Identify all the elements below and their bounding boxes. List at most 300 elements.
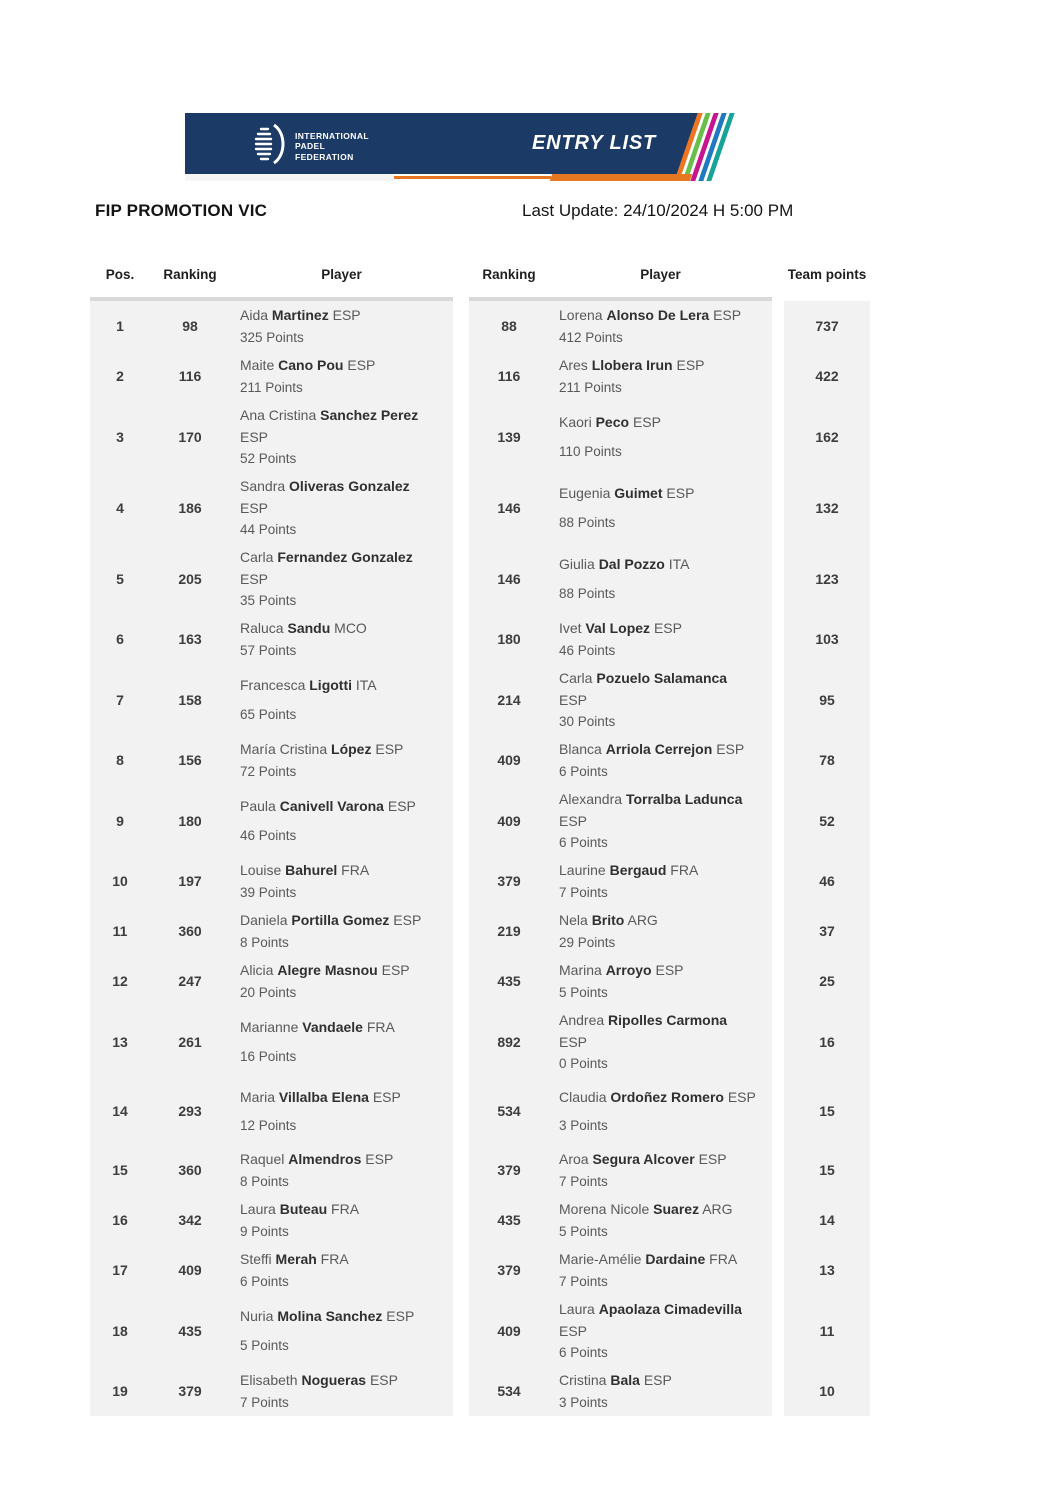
player-2-points: 0 Points bbox=[559, 1056, 608, 1071]
pos-cell: 19 bbox=[90, 1366, 150, 1416]
table-row bbox=[90, 1145, 870, 1195]
player-2-name bbox=[559, 411, 758, 433]
player-1-country: MCO bbox=[334, 620, 367, 637]
row-gutter-2 bbox=[772, 1295, 784, 1366]
player-cell-2 bbox=[549, 735, 772, 785]
team-points-cell: 15 bbox=[784, 1077, 870, 1145]
player-1-country: ESP bbox=[386, 1308, 415, 1325]
player-2-first-name: Marina bbox=[559, 962, 602, 979]
table-row bbox=[90, 543, 870, 614]
player-1-country: ESP bbox=[369, 1372, 398, 1389]
player-2-country: ARG bbox=[627, 912, 658, 929]
player-1-country: FRA bbox=[320, 1251, 349, 1268]
table-row bbox=[90, 1366, 870, 1416]
player-2-name bbox=[559, 354, 758, 376]
team-points-cell: 78 bbox=[784, 735, 870, 785]
player-1-name bbox=[240, 1086, 439, 1108]
ranking-cell-2: 139 bbox=[469, 401, 549, 472]
player-1-last-name: Almendros bbox=[288, 1151, 362, 1168]
player-2-last-name: Bala bbox=[610, 1372, 640, 1389]
pos-cell: 9 bbox=[90, 785, 150, 856]
row-gutter-2 bbox=[772, 1006, 784, 1077]
player-1-name bbox=[240, 304, 439, 326]
player-1-country: ESP bbox=[365, 1151, 394, 1168]
pos-cell: 1 bbox=[90, 301, 150, 351]
player-cell-1 bbox=[230, 543, 453, 614]
player-2-first-name: Cristina bbox=[559, 1372, 607, 1389]
player-1-country: ESP bbox=[381, 962, 410, 979]
player-2-first-name: Ivet bbox=[559, 620, 582, 637]
ranking-cell-2: 379 bbox=[469, 1245, 549, 1295]
player-2-name bbox=[559, 959, 758, 981]
player-1-name bbox=[240, 1148, 439, 1170]
entry-list-banner bbox=[185, 113, 723, 182]
table-row bbox=[90, 785, 870, 856]
row-gutter-1 bbox=[453, 906, 469, 956]
row-gutter-1 bbox=[453, 956, 469, 1006]
player-2-country: ESP bbox=[653, 620, 682, 637]
player-1-first-name: Carla bbox=[240, 549, 274, 565]
row-gutter-1 bbox=[453, 543, 469, 614]
player-2-last-name: Dal Pozzo bbox=[598, 556, 665, 573]
player-cell-1 bbox=[230, 1006, 453, 1077]
table-row bbox=[90, 1295, 870, 1366]
player-1-points: 9 Points bbox=[240, 1223, 289, 1239]
pos-cell: 18 bbox=[90, 1295, 150, 1366]
player-1-country: ESP bbox=[332, 307, 361, 324]
row-gutter-1 bbox=[453, 1195, 469, 1245]
player-1-name bbox=[240, 795, 439, 817]
player-1-country: ESP bbox=[240, 571, 269, 587]
ranking-cell-2: 892 bbox=[469, 1006, 549, 1077]
row-gutter-1 bbox=[453, 664, 469, 735]
player-1-last-name: Molina Sanchez bbox=[277, 1308, 383, 1325]
player-1-first-name: Raluca bbox=[240, 620, 284, 637]
player-2-first-name: Laura bbox=[559, 1301, 595, 1317]
row-gutter-1 bbox=[453, 614, 469, 664]
ranking-cell-2: 435 bbox=[469, 956, 549, 1006]
player-2-last-name: Ripolles Carmona bbox=[608, 1012, 728, 1028]
pos-cell: 17 bbox=[90, 1245, 150, 1295]
player-2-first-name: Alexandra bbox=[559, 791, 623, 807]
header-gutter-1 bbox=[453, 253, 469, 297]
player-1-country: FRA bbox=[366, 1019, 395, 1036]
ranking-cell-1: 435 bbox=[150, 1295, 230, 1366]
row-gutter-2 bbox=[772, 1366, 784, 1416]
col-header-team-points: Team points bbox=[784, 253, 870, 297]
team-points-cell: 10 bbox=[784, 1366, 870, 1416]
player-2-name bbox=[559, 1298, 758, 1342]
player-2-name bbox=[559, 1248, 758, 1270]
player-cell-1 bbox=[230, 301, 453, 351]
player-2-name bbox=[559, 788, 758, 832]
player-1-country: ESP bbox=[347, 357, 376, 374]
player-cell-1 bbox=[230, 1295, 453, 1366]
pos-cell: 11 bbox=[90, 906, 150, 956]
player-1-first-name: María Cristina bbox=[240, 741, 328, 758]
player-2-first-name: Eugenia bbox=[559, 485, 611, 502]
player-1-name bbox=[240, 1248, 439, 1270]
ranking-cell-1: 170 bbox=[150, 401, 230, 472]
player-2-last-name: Torralba Ladunca bbox=[625, 791, 743, 807]
table-row bbox=[90, 1245, 870, 1295]
table-row bbox=[90, 472, 870, 543]
player-cell-2 bbox=[549, 472, 772, 543]
player-2-name bbox=[559, 553, 758, 575]
player-1-points: 325 Points bbox=[240, 329, 304, 345]
player-2-points: 6 Points bbox=[559, 763, 608, 779]
col-header-pos: Pos. bbox=[90, 253, 150, 297]
ranking-cell-2: 534 bbox=[469, 1366, 549, 1416]
pos-cell: 15 bbox=[90, 1145, 150, 1195]
player-1-last-name: Ligotti bbox=[309, 677, 353, 694]
player-2-points: 7 Points bbox=[559, 884, 608, 900]
player-cell-1 bbox=[230, 401, 453, 472]
player-2-country: ESP bbox=[716, 741, 745, 758]
player-cell-2 bbox=[549, 401, 772, 472]
player-2-name bbox=[559, 482, 758, 504]
ranking-cell-1: 360 bbox=[150, 1145, 230, 1195]
player-2-points: 3 Points bbox=[559, 1117, 608, 1133]
ranking-cell-1: 293 bbox=[150, 1077, 230, 1145]
player-cell-1 bbox=[230, 1366, 453, 1416]
player-2-first-name: Aroa bbox=[559, 1151, 589, 1168]
player-1-country: FRA bbox=[341, 862, 370, 879]
pos-cell: 12 bbox=[90, 956, 150, 1006]
col-header-player-2: Player bbox=[549, 253, 772, 297]
player-1-points: 211 Points bbox=[240, 379, 303, 395]
player-1-last-name: Martinez bbox=[271, 307, 329, 324]
player-1-name bbox=[240, 959, 439, 981]
player-1-name bbox=[240, 738, 439, 760]
player-2-country: ESP bbox=[632, 414, 661, 431]
player-2-points: 29 Points bbox=[559, 934, 616, 950]
player-cell-1 bbox=[230, 664, 453, 735]
player-1-last-name: Alegre Masnou bbox=[277, 962, 378, 979]
player-cell-2 bbox=[549, 1077, 772, 1145]
player-1-last-name: Villalba Elena bbox=[278, 1089, 369, 1106]
ranking-cell-1: 409 bbox=[150, 1245, 230, 1295]
team-points-cell: 95 bbox=[784, 664, 870, 735]
ranking-cell-1: 180 bbox=[150, 785, 230, 856]
player-1-last-name: Buteau bbox=[279, 1201, 328, 1218]
row-gutter-1 bbox=[453, 856, 469, 906]
player-cell-1 bbox=[230, 1245, 453, 1295]
table-header-row bbox=[90, 253, 870, 297]
ranking-cell-1: 163 bbox=[150, 614, 230, 664]
banner-bottom-orange-band bbox=[550, 174, 692, 181]
player-1-points: 12 Points bbox=[240, 1117, 297, 1133]
banner-bottom-orange-line bbox=[394, 176, 551, 179]
player-cell-1 bbox=[230, 906, 453, 956]
player-2-last-name: Segura Alcover bbox=[592, 1151, 695, 1168]
player-2-last-name: Dardaine bbox=[645, 1251, 706, 1268]
ranking-cell-1: 247 bbox=[150, 956, 230, 1006]
player-2-country: ESP bbox=[666, 485, 695, 502]
player-cell-2 bbox=[549, 856, 772, 906]
player-2-country: FRA bbox=[709, 1251, 738, 1268]
player-2-name bbox=[559, 1198, 758, 1220]
ranking-cell-2: 214 bbox=[469, 664, 549, 735]
ranking-cell-2: 409 bbox=[469, 785, 549, 856]
player-2-country: ESP bbox=[713, 307, 742, 324]
team-points-cell: 52 bbox=[784, 785, 870, 856]
ranking-cell-2: 409 bbox=[469, 1295, 549, 1366]
player-1-last-name: Fernandez Gonzalez bbox=[277, 549, 413, 565]
pos-cell: 14 bbox=[90, 1077, 150, 1145]
player-cell-1 bbox=[230, 785, 453, 856]
banner-bottom-white-band bbox=[185, 174, 394, 181]
ranking-cell-2: 409 bbox=[469, 735, 549, 785]
ranking-cell-2: 219 bbox=[469, 906, 549, 956]
player-2-country: FRA bbox=[670, 862, 699, 879]
player-cell-2 bbox=[549, 1195, 772, 1245]
player-1-points: 72 Points bbox=[240, 763, 297, 779]
player-1-name bbox=[240, 909, 439, 931]
player-1-last-name: Merah bbox=[275, 1251, 317, 1268]
row-gutter-1 bbox=[453, 1077, 469, 1145]
player-2-points: 88 Points bbox=[559, 585, 616, 601]
entry-list-table bbox=[90, 253, 870, 1416]
player-2-name bbox=[559, 738, 758, 760]
player-1-last-name: López bbox=[331, 741, 372, 758]
player-1-points: 65 Points bbox=[240, 706, 297, 722]
player-1-name bbox=[240, 1198, 439, 1220]
player-2-first-name: Kaori bbox=[559, 414, 592, 431]
player-1-first-name: Elisabeth bbox=[240, 1372, 298, 1389]
team-points-cell: 132 bbox=[784, 472, 870, 543]
player-cell-1 bbox=[230, 1145, 453, 1195]
player-cell-1 bbox=[230, 856, 453, 906]
player-cell-2 bbox=[549, 906, 772, 956]
player-2-points: 6 Points bbox=[559, 1345, 608, 1360]
pos-cell: 6 bbox=[90, 614, 150, 664]
row-gutter-2 bbox=[772, 614, 784, 664]
row-gutter-1 bbox=[453, 1366, 469, 1416]
player-cell-1 bbox=[230, 956, 453, 1006]
table-row bbox=[90, 1006, 870, 1077]
player-2-last-name: Alonso De Lera bbox=[606, 307, 710, 324]
team-points-cell: 103 bbox=[784, 614, 870, 664]
player-1-country: ESP bbox=[240, 500, 269, 516]
row-gutter-2 bbox=[772, 735, 784, 785]
team-points-cell: 123 bbox=[784, 543, 870, 614]
player-2-country: ESP bbox=[559, 813, 588, 829]
player-1-points: 5 Points bbox=[240, 1337, 289, 1353]
pos-cell: 3 bbox=[90, 401, 150, 472]
player-1-first-name: Paula bbox=[240, 798, 276, 815]
ranking-cell-1: 158 bbox=[150, 664, 230, 735]
player-1-points: 57 Points bbox=[240, 642, 297, 658]
player-2-last-name: Arroyo bbox=[605, 962, 652, 979]
player-2-country: ESP bbox=[727, 1089, 756, 1106]
player-2-first-name: Morena Nicole bbox=[559, 1201, 650, 1218]
player-2-last-name: Val Lopez bbox=[585, 620, 651, 637]
entry-list-title-wrap bbox=[185, 113, 690, 174]
player-1-country: ESP bbox=[393, 912, 422, 929]
pos-cell: 2 bbox=[90, 351, 150, 401]
player-cell-2 bbox=[549, 1145, 772, 1195]
player-2-country: ESP bbox=[698, 1151, 727, 1168]
player-2-first-name: Blanca bbox=[559, 741, 602, 758]
pos-cell: 7 bbox=[90, 664, 150, 735]
player-2-first-name: Laurine bbox=[559, 862, 606, 879]
ranking-cell-1: 360 bbox=[150, 906, 230, 956]
player-1-last-name: Vandaele bbox=[302, 1019, 363, 1036]
player-1-name bbox=[240, 859, 439, 881]
header-gutter-2 bbox=[772, 253, 784, 297]
player-1-name bbox=[240, 617, 439, 639]
player-1-first-name: Alicia bbox=[240, 962, 274, 979]
ranking-cell-2: 534 bbox=[469, 1077, 549, 1145]
table-row bbox=[90, 735, 870, 785]
player-2-name bbox=[559, 667, 758, 711]
player-2-last-name: Guimet bbox=[614, 485, 663, 502]
player-1-last-name: Sandu bbox=[287, 620, 331, 637]
player-cell-1 bbox=[230, 735, 453, 785]
player-2-country: ESP bbox=[559, 1323, 588, 1339]
ranking-cell-1: 205 bbox=[150, 543, 230, 614]
row-gutter-1 bbox=[453, 351, 469, 401]
player-2-last-name: Suarez bbox=[653, 1201, 700, 1218]
ranking-cell-2: 146 bbox=[469, 543, 549, 614]
ranking-cell-2: 379 bbox=[469, 856, 549, 906]
ranking-cell-1: 379 bbox=[150, 1366, 230, 1416]
team-points-cell: 25 bbox=[784, 956, 870, 1006]
event-title: FIP PROMOTION VIC bbox=[95, 201, 268, 220]
row-gutter-2 bbox=[772, 472, 784, 543]
player-2-country: ESP bbox=[655, 962, 684, 979]
pos-cell: 13 bbox=[90, 1006, 150, 1077]
row-gutter-1 bbox=[453, 1006, 469, 1077]
row-gutter-1 bbox=[453, 1295, 469, 1366]
player-2-last-name: Bergaud bbox=[609, 862, 667, 879]
player-1-name bbox=[240, 475, 439, 519]
player-1-first-name: Maite bbox=[240, 357, 275, 374]
player-1-points: 7 Points bbox=[240, 1394, 289, 1410]
player-2-last-name: Peco bbox=[595, 414, 630, 431]
player-2-points: 88 Points bbox=[559, 514, 616, 530]
team-points-cell: 37 bbox=[784, 906, 870, 956]
row-gutter-1 bbox=[453, 472, 469, 543]
player-2-country: ESP bbox=[559, 1034, 588, 1050]
player-1-name bbox=[240, 674, 439, 696]
player-2-name bbox=[559, 1369, 758, 1391]
player-1-last-name: Portilla Gomez bbox=[291, 912, 390, 929]
team-points-cell: 16 bbox=[784, 1006, 870, 1077]
row-gutter-2 bbox=[772, 785, 784, 856]
team-points-cell: 162 bbox=[784, 401, 870, 472]
ranking-cell-2: 146 bbox=[469, 472, 549, 543]
row-gutter-1 bbox=[453, 1145, 469, 1195]
row-gutter-1 bbox=[453, 301, 469, 351]
player-1-country: FRA bbox=[331, 1201, 360, 1218]
player-2-last-name: Arriola Cerrejon bbox=[605, 741, 713, 758]
player-1-country: ITA bbox=[355, 677, 377, 694]
player-1-first-name: Sandra bbox=[240, 478, 286, 494]
ranking-cell-2: 116 bbox=[469, 351, 549, 401]
team-points-cell: 13 bbox=[784, 1245, 870, 1295]
row-gutter-2 bbox=[772, 956, 784, 1006]
player-1-country: ESP bbox=[240, 429, 269, 445]
player-1-country: ESP bbox=[387, 798, 416, 815]
player-2-country: ESP bbox=[559, 692, 588, 708]
player-1-name bbox=[240, 546, 439, 590]
player-2-points: 46 Points bbox=[559, 642, 616, 658]
player-cell-2 bbox=[549, 543, 772, 614]
player-1-points: 8 Points bbox=[240, 1173, 289, 1189]
player-2-first-name: Marie-Amélie bbox=[559, 1251, 642, 1268]
player-2-first-name: Giulia bbox=[559, 556, 595, 573]
player-2-points: 3 Points bbox=[559, 1394, 608, 1410]
player-cell-1 bbox=[230, 1077, 453, 1145]
team-points-cell: 422 bbox=[784, 351, 870, 401]
ranking-cell-1: 116 bbox=[150, 351, 230, 401]
player-cell-2 bbox=[549, 614, 772, 664]
player-1-points: 39 Points bbox=[240, 884, 297, 900]
player-cell-2 bbox=[549, 1295, 772, 1366]
player-1-points: 20 Points bbox=[240, 984, 297, 1000]
col-header-ranking-1: Ranking bbox=[150, 253, 230, 297]
table-row bbox=[90, 301, 870, 351]
player-1-points: 44 Points bbox=[240, 522, 297, 537]
player-1-first-name: Marianne bbox=[240, 1019, 299, 1036]
row-gutter-1 bbox=[453, 785, 469, 856]
player-2-points: 7 Points bbox=[559, 1273, 608, 1289]
ranking-cell-2: 435 bbox=[469, 1195, 549, 1245]
row-gutter-2 bbox=[772, 1195, 784, 1245]
row-gutter-1 bbox=[453, 735, 469, 785]
table-row bbox=[90, 1195, 870, 1245]
player-2-points: 5 Points bbox=[559, 984, 608, 1000]
player-2-first-name: Claudia bbox=[559, 1089, 607, 1106]
row-gutter-2 bbox=[772, 664, 784, 735]
team-points-cell: 14 bbox=[784, 1195, 870, 1245]
player-1-last-name: Canivell Varona bbox=[279, 798, 384, 815]
table-row bbox=[90, 664, 870, 735]
player-cell-2 bbox=[549, 1245, 772, 1295]
player-cell-2 bbox=[549, 1366, 772, 1416]
table-row bbox=[90, 906, 870, 956]
player-2-last-name: Pozuelo Salamanca bbox=[596, 670, 728, 686]
player-2-country: ESP bbox=[643, 1372, 672, 1389]
ranking-cell-2: 180 bbox=[469, 614, 549, 664]
ranking-cell-1: 261 bbox=[150, 1006, 230, 1077]
player-1-points: 6 Points bbox=[240, 1273, 289, 1289]
player-1-points: 46 Points bbox=[240, 827, 297, 843]
player-2-name bbox=[559, 1086, 758, 1108]
player-1-last-name: Bahurel bbox=[285, 862, 338, 879]
ranking-cell-1: 98 bbox=[150, 301, 230, 351]
player-2-last-name: Apaolaza Cimadevilla bbox=[598, 1301, 742, 1317]
row-gutter-2 bbox=[772, 1077, 784, 1145]
player-1-first-name: Nuria bbox=[240, 1308, 274, 1325]
team-points-cell: 46 bbox=[784, 856, 870, 906]
ranking-cell-2: 88 bbox=[469, 301, 549, 351]
table-row bbox=[90, 401, 870, 472]
player-1-points: 52 Points bbox=[240, 451, 297, 466]
player-2-first-name: Andrea bbox=[559, 1012, 605, 1028]
player-cell-1 bbox=[230, 472, 453, 543]
player-1-first-name: Francesca bbox=[240, 677, 306, 694]
player-cell-1 bbox=[230, 1195, 453, 1245]
player-cell-2 bbox=[549, 1006, 772, 1077]
player-1-country: ESP bbox=[375, 741, 404, 758]
player-2-points: 6 Points bbox=[559, 835, 608, 850]
table-body bbox=[90, 301, 870, 1416]
player-2-name bbox=[559, 617, 758, 639]
player-1-last-name: Oliveras Gonzalez bbox=[289, 478, 410, 494]
